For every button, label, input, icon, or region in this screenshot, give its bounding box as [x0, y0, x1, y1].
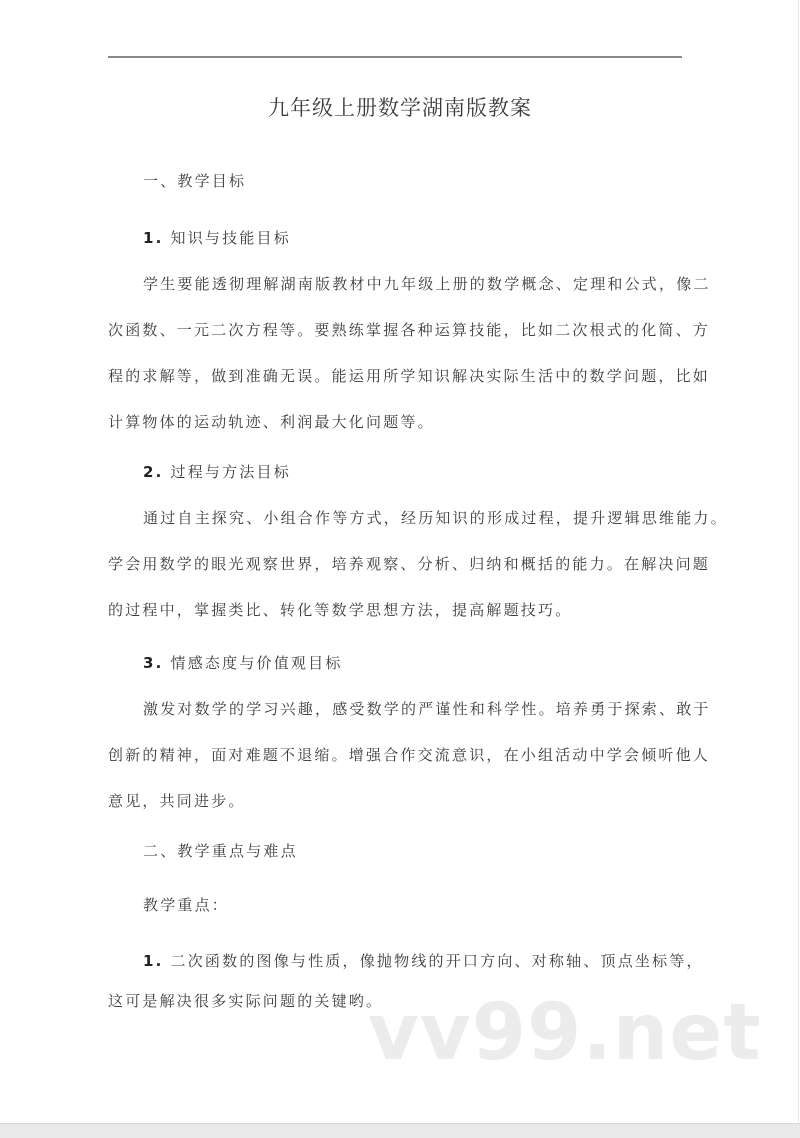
document-title: 九年级上册数学湖南版教案 [268, 96, 532, 120]
paragraph-line: 计算物体的运动轨迹、利润最大化问题等。 [108, 413, 435, 431]
paragraph-line: 程的求解等，做到准确无误。能运用所学知识解决实际生活中的数学问题，比如 [108, 367, 711, 385]
subsection-number: 3. [143, 654, 164, 672]
section-heading-objectives: 一、教学目标 [143, 172, 247, 190]
subsection-heading-attitude [143, 652, 343, 673]
subsection-title: 知识与技能目标 [170, 229, 291, 247]
subsection-number: 2. [143, 463, 164, 481]
paragraph-line: 这可是解决很多实际问题的关键哟。 [108, 992, 384, 1010]
paragraph-line: 创新的精神，面对难题不退缩。增强合作交流意识，在小组活动中学会倾听他人 [108, 746, 711, 764]
paragraph-line: 通过自主探究、小组合作等方式，经历知识的形成过程，提升逻辑思维能力。 [143, 509, 728, 527]
paragraph-line: 的过程中，掌握类比、转化等数学思想方法，提高解题技巧。 [108, 601, 573, 619]
list-number: 1. [143, 952, 164, 970]
paragraph-line: 学生要能透彻理解湖南版教材中九年级上册的数学概念、定理和公式，像二 [143, 275, 711, 293]
page-bottom-edge [0, 1123, 800, 1138]
subsection-number: 1. [143, 229, 164, 247]
subheading-key-points: 教学重点： [143, 896, 230, 914]
watermark: vv99.net [368, 988, 762, 1078]
subsection-heading-knowledge [143, 227, 291, 248]
subsection-title: 过程与方法目标 [170, 463, 291, 481]
subsection-title: 情感态度与价值观目标 [170, 654, 343, 672]
paragraph-line: 次函数、一元二次方程等。要熟练掌握各种运算技能，比如二次根式的化简、方 [108, 321, 711, 339]
list-item-text: 二次函数的图像与性质，像抛物线的开口方向、对称轴、顶点坐标等， [170, 952, 704, 970]
section-heading-key-points: 二、教学重点与难点 [143, 842, 298, 860]
paragraph-line: 学会用数学的眼光观察世界，培养观察、分析、归纳和概括的能力。在解决问题 [108, 555, 711, 573]
paragraph-line: 激发对数学的学习兴趣，感受数学的严谨性和科学性。培养勇于探索、敢于 [143, 700, 711, 718]
paragraph-line: 意见，共同进步。 [108, 792, 246, 810]
subsection-heading-process [143, 461, 291, 482]
list-item-key-point-1 [143, 950, 704, 971]
header-rule [108, 56, 682, 58]
